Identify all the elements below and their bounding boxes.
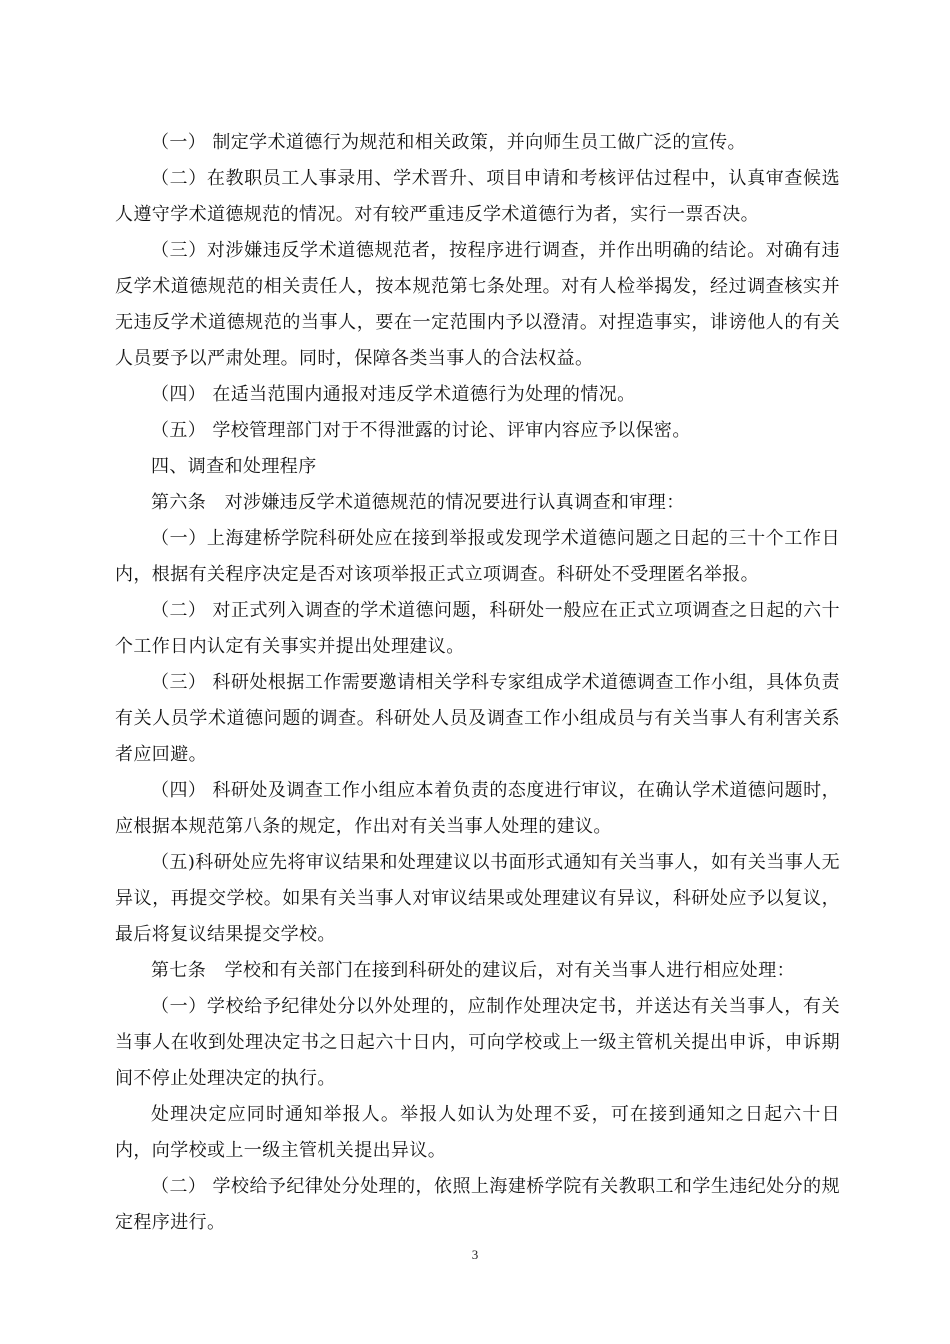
paragraph-clause-1: （一） 制定学术道德行为规范和相关政策，并向师生员工做广泛的宣传。 (151, 132, 746, 153)
article-6-heading: 第六条 对涉嫌违反学术道德规范的情况要进行认真调查和审理： (151, 492, 685, 513)
article-6-item-2: （二） 对正式列入调查的学术道德问题，科研处一般应在正式立项调查之日起的六十个工作日内认定有关事实并提出处理建议。 (115, 600, 840, 657)
article-7-item-2: （二） 学校给予纪律处分处理的，依照上海建桥学院有关教职工和学生违纪处分的规定程序进行。 (115, 1176, 840, 1233)
article-6-item-3: （三） 科研处根据工作需要邀请相关学科专家组成学术道德调查工作小组，具体负责有关人员学术道德问题的调查。科研处人员及调查工作小组成员与有关当事人有利害关系者应回避。 (115, 672, 840, 765)
paragraph-clause-5: （五） 学校管理部门对于不得泄露的讨论、评审内容应予以保密。 (151, 420, 691, 441)
paragraph-clause-3: （三）对涉嫌违反学术道德规范者，按程序进行调查，并作出明确的结论。对确有违反学术道德规范的相关责任人，按本规范第七条处理。对有人检举揭发，经过调查核实并无违反学术道德规范的当事人，要在一定范围内予以澄清。对捏造事实，诽谤他人的有关人员要予以严肃处理。同时，保障各类当事人的合法权益。 (115, 240, 840, 369)
paragraph-clause-2: （二）在教职员工人事录用、学术晋升、项目申请和考核评估过程中，认真审查候选人遵守学术道德规范的情况。对有较严重违反学术道德行为者，实行一票否决。 (115, 168, 840, 225)
paragraph-clause-4: （四） 在适当范围内通报对违反学术道德行为处理的情况。 (151, 384, 636, 405)
article-6-item-1: （一）上海建桥学院科研处应在接到举报或发现学术道德问题之日起的三十个工作日内，根据有关程序决定是否对该项举报正式立项调查。科研处不受理匿名举报。 (115, 528, 840, 585)
article-6-item-5: （五)科研处应先将审议结果和处理建议以书面形式通知有关当事人，如有关当事人无异议，再提交学校。如果有关当事人对审议结果或处理建议有异议，科研处应予以复议，最后将复议结果提交学校。 (115, 852, 840, 945)
section-heading-investigation: 四、调查和处理程序 (151, 456, 317, 477)
page-number: 3 (471, 1247, 479, 1262)
article-7-heading: 第七条 学校和有关部门在接到科研处的建议后，对有关当事人进行相应处理： (151, 960, 795, 981)
document-body (115, 125, 840, 1241)
article-6-item-4: （四） 科研处及调查工作小组应本着负责的态度进行审议，在确认学术道德问题时，应根据本规范第八条的规定，作出对有关当事人处理的建议。 (115, 780, 840, 837)
article-7-item-1: （一）学校给予纪律处分以外处理的，应制作处理决定书，并送达有关当事人，有关当事人在收到处理决定书之日起六十日内，可向学校或上一级主管机关提出申诉，申诉期间不停止处理决定的执行。 (115, 996, 840, 1089)
article-7-notice: 处理决定应同时通知举报人。举报人如认为处理不妥，可在接到通知之日起六十日内，向学校或上一级主管机关提出异议。 (115, 1104, 840, 1161)
